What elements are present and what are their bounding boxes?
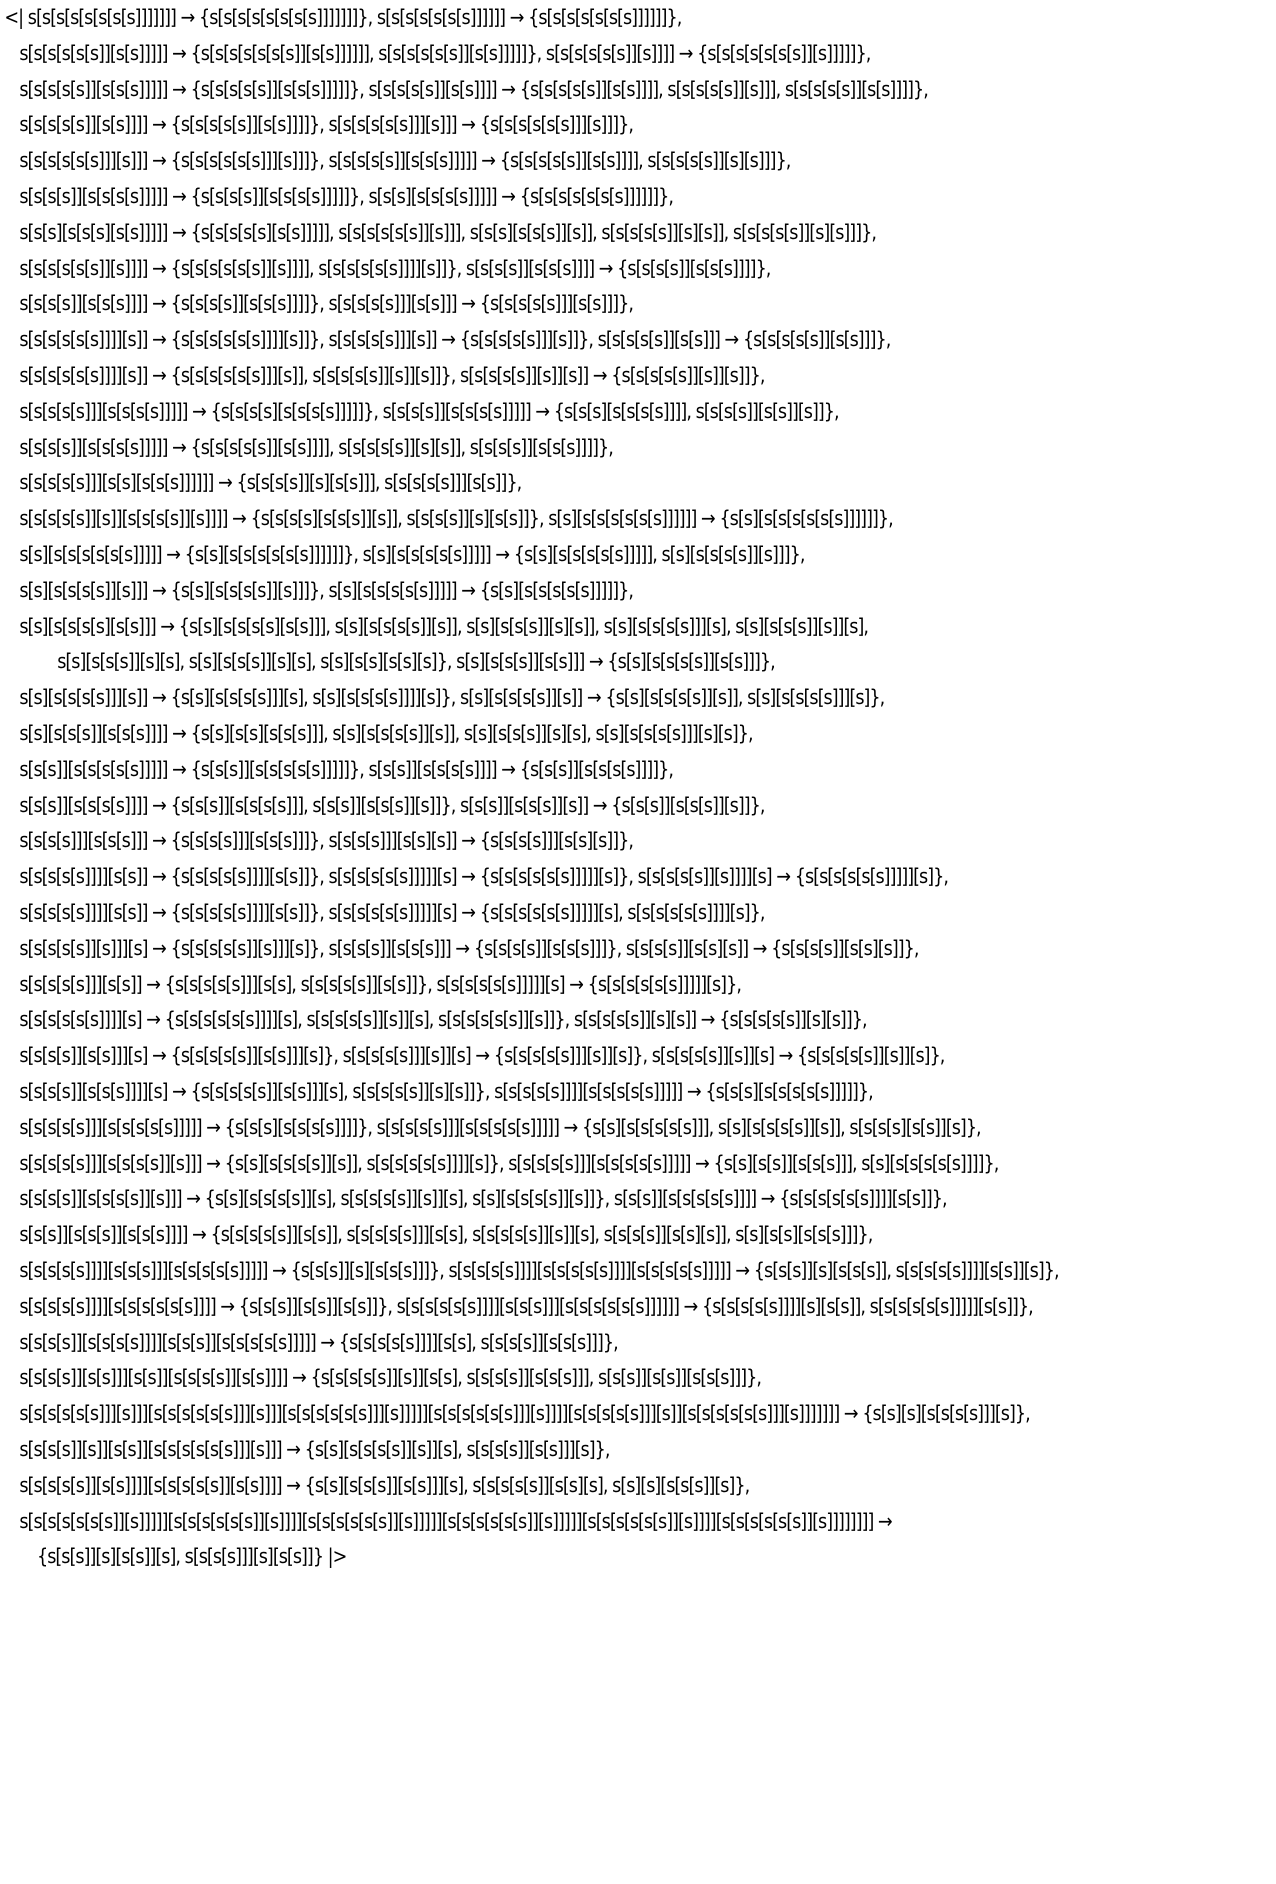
output-line: s[s[s[s]][s[s[s]]]] → {s[s[s[s]][s[s[s]]]]}, s[s[s[s[s]]][s[s]]] → {s[s[s[s[s]]][s[s]]]}, (19, 291, 633, 316)
output-line: s[s[s[s]][s[s]]][s] → {s[s[s[s[s]][s[s]]][s]}, s[s[s[s[s]]][s]][s] → {s[s[s[s[s]]][s]][s]}, s[s[s[s[s]][s]][s] → {s[s[s[s[s]][s]][s]}, (19, 1043, 945, 1068)
output-line: s[s[s[s]][s]][s[s]][s[s[s[s[s[s]]][s]]] → {s[s][s[s[s[s]][s]][s], s[s[s[s]][s[s]]][s]}, (19, 1437, 610, 1461)
output-line: s[s[s[s]][s[s[s[s]]]][s[s[s]][s[s[s[s[s]]]]] → {s[s[s[s[s]]]][s[s], s[s[s[s]][s[s[s]]]}, (19, 1329, 618, 1354)
output-line: s[s][s[s[s[s]]][s]] → {s[s][s[s[s[s]]][s], s[s][s[s[s[s]]]][s]}, s[s][s[s[s[s]][s]] → {s[s][s[s[s[s]][s]], s[s][s[s[s[s]]][s]}, (19, 685, 885, 710)
output-line: s[s][s[s[s]][s[s[s]]]] → {s[s][s[s][s[s[s]]], s[s][s[s[s[s]][s]], s[s][s[s[s]][s][s], s[s][s[s[s[s]]][s][s]}, (19, 721, 753, 745)
output-line: s[s][s[s[s[s][s[s]]] → {s[s][s[s[s[s][s[s]]], s[s][s[s[s[s]][s]], s[s][s[s[s]][s][s]], s[s][s[s[s[s]]][s], s[s][s[s[s]][s]][s], (19, 613, 869, 638)
output-line: s[s][s[s[s[s]][s]]] → {s[s][s[s[s[s]][s]]]}, s[s][s[s[s[s[s]]]]] → {s[s][s[s[s[s[s]]]]]}, (19, 577, 633, 602)
output-line: s[s[s[s[s]]]][s[s]] → {s[s[s[s[s]]]][s[s]]}, s[s[s[s[s[s]]]]][s] → {s[s[s[s[s[s]]]]][s], s[s[s[s[s[s]]]][s]}, (19, 900, 765, 924)
output-line: s[s[s[s[s[s]]][s]]][s[s[s[s[s[s]]][s]]][s[s[s[s[s[s]]][s]]]]][s[s[s[s[s[s]]][s]]]][s[s[s[s[s]]][s]][s[s[s[s[s[s]]][s]]]]]]] → {s[s][s][s[s[s[s]]][s]}, (19, 1401, 1030, 1426)
output-line: s[s[s[s]]][s[s[s]]] → {s[s[s[s]]][s[s[s]]]}, s[s[s[s]]][s[s][s]] → {s[s[s[s]]][s[s][s]]}, (19, 828, 633, 853)
output-line: s[s[s[s[s]][s[s]]]] → {s[s[s[s[s]][s[s]]]]}, s[s[s[s[s[s]]][s]]] → {s[s[s[s[s[s]]][s]]]}, (19, 112, 633, 137)
output-line: s[s[s[s]][s[s[s[s]]]]] → {s[s[s[s[s]][s[s]]]], s[s[s[s[s]][s][s]], s[s[s[s]][s[s[s]]]]}, (19, 434, 613, 459)
output-line: s[s[s[s[s]]][s[s]] → {s[s[s[s[s]]][s[s], s[s[s[s[s]][s[s]]}, s[s[s[s[s[s]]]]][s] → {s[s[s[s[s[s]]]]][s]}, (19, 971, 741, 996)
output-line: s[s[s[s[s]]][s[s][s[s[s]]]]]] → {s[s[s[s]][s][s[s]]], s[s[s[s[s]]][s[s]]}, (19, 470, 522, 495)
output-line: s[s[s[s[s[s]]]][s]] → {s[s[s[s[s[s]]]][s]]}, s[s[s[s[s]]][s]] → {s[s[s[s[s]]][s]]}, s[s[s[s[s]][s[s]]] → {s[s[s[s[s]][s[s]]]}, (19, 327, 891, 352)
output-line: s[s[s[s[s[s]][s[s]]]]] → {s[s[s[s[s[s[s]][s[s]]]]]], s[s[s[s[s[s]][s[s]]]]]}, s[s[s[s[s[s]][s]]]] → {s[s[s[s[s[s[s]][s]]]]]}, (19, 40, 871, 65)
output-line: <| s[s[s[s[s[s[s[s]]]]]]] → {s[s[s[s[s[s[s[s]]]]]]]}, s[s[s[s[s[s[s]]]]]] → {s[s[s[s[s[s[s]]]]]]}, (4, 5, 682, 29)
output-line: s[s[s[s[s[s]]][s]]] → {s[s[s[s[s[s]]][s]]]}, s[s[s[s[s]][s[s[s]]]]] → {s[s[s[s[s]][s[s]]]], s[s[s[s[s]][s][s]]]}, (19, 148, 791, 173)
output-line: s[s[s]][s[s[s[s[s]]]]] → {s[s[s]][s[s[s[s[s]]]]]}, s[s[s]][s[s[s[s]]]] → {s[s[s]][s[s[s[s]]]]}, (19, 756, 673, 781)
output-line: s[s[s[s[s]][s]][s[s[s[s]][s]]]] → {s[s[s[s][s[s[s]][s]], s[s[s[s]][s][s[s]]}, s[s][s[s[s[s[s[s]]]]]] → {s[s][s[s[s[s[s[s]]]]]]}, (19, 506, 893, 531)
output-line: s[s[s[s[s]]]][s[s[s]]][s[s[s[s[s]]]]] → {s[s[s]][s][s[s[s]]]}, s[s[s[s[s]]]][s[s[s[s[s]]]][s[s[s[s[s]]]]] → {s[s[s]][s][s[s[s]], s[s[s[s[s]]]][s[s]][s]}, (19, 1258, 1059, 1282)
output-line: s[s[s[s[s]]][s[s[s[s[s]]]]] → {s[s[s][s[s[s[s]]]]}, s[s[s[s[s]]][s[s[s[s[s]]]]] → {s[s][s[s[s[s[s]]], s[s][s[s[s[s]][s]], s[s[s[s][s[s]][s]}, (19, 1114, 981, 1139)
output-line: s[s[s[s[s[s]]]][s] → {s[s[s[s[s[s]]]][s], s[s[s[s[s]][s]][s], s[s[s[s[s[s]][s]]}, s[s[s[s[s]][s][s]] → {s[s[s[s[s]][s][s]]}, (19, 1007, 867, 1032)
output-line: s[s[s[s[s]]][s[s[s[s]]]]] → {s[s[s[s][s[s[s[s]]]]]}, s[s[s[s]][s[s[s[s]]]]] → {s[s[s][s[s[s[s]]]], s[s[s[s]][s[s]][s]]}, (19, 398, 839, 423)
output-line: s[s[s]][s[s[s[s]]]] → {s[s[s]][s[s[s[s]]], s[s[s]][s[s[s]][s]]}, s[s[s]][s[s[s]][s]] → {s[s[s]][s[s[s]][s]]}, (19, 792, 765, 817)
output-line: {s[s[s]][s][s[s]][s], s[s[s[s]]][s][s[s]]} |> (36, 1544, 347, 1569)
output-line: s[s[s[s[s]][s[s]]]][s[s[s[s[s]][s[s]]]] → {s[s][s[s[s]][s[s]]][s], s[s[s[s[s]][s[s][s], s[s][s][s[s[s]][s]}, (19, 1472, 750, 1497)
output-line: s[s[s[s]][s[s]]][s[s]][s[s[s[s]][s[s]]]] → {s[s[s[s[s]][s]][s[s], s[s[s[s]][s[s[s]]], s[s[s]][s[s]][s[s[s]]]}, (19, 1365, 762, 1390)
output-line: s[s[s[s[s]]]][s[s]] → {s[s[s[s[s]]]][s[s]]}, s[s[s[s[s[s]]]]][s] → {s[s[s[s[s[s]]]]][s]}, s[s[s[s[s]][s]]]][s] → {s[s[s[s[s[s]]]]][s]}, (19, 864, 949, 889)
output-line: s[s][s[s[s[s[s[s]]]]] → {s[s][s[s[s[s[s[s]]]]]]}, s[s][s[s[s[s[s]]]]] → {s[s][s[s[s[s[s]]]]], s[s][s[s[s[s]][s]]]}, (19, 542, 805, 566)
output-line: s[s[s[s]][s[s[s[s]][s]]] → {s[s][s[s[s[s]][s], s[s[s[s[s]][s]][s], s[s][s[s[s[s]][s]]}, s[s[s]][s[s[s[s[s]]]] → {s[s[s[s[s[s]]]][s[s]]}, (19, 1186, 947, 1211)
output-line: s[s[s[s[s]]]][s[s[s[s[s[s]]]] → {s[s[s]][s[s]][s[s]]}, s[s[s[s[s[s]]]][s[s[s]]][s[s[s[s[s[s]]]]]] → {s[s[s[s[s]]]][s][s[s]], s[s[s[s[s[s]]]]][s[s]]}, (19, 1293, 1033, 1318)
output-line: s[s[s[s[s[s[s]][s]]]]][s[s[s[s[s[s]][s]]]][s[s[s[s[s[s]][s]]]]][s[s[s[s[s[s]][s]]]]][s[s[s[s[s[s]][s]]]][s[s[s[s[s[s]][s]]]]]]]] → (19, 1508, 892, 1533)
output-line: s[s[s[s[s]][s[s[s]]]]] → {s[s[s[s[s]][s[s[s]]]]]}, s[s[s[s[s]][s[s]]]] → {s[s[s[s[s]][s[s]]]], s[s[s[s[s]][s]]], s[s[s[s[s]][s[s]]]]}, (19, 76, 928, 101)
output-line: s[s[s[s]][s[s[s[s]]]]] → {s[s[s[s]][s[s[s[s]]]]]}, s[s[s][s[s[s[s]]]]] → {s[s[s[s[s[s[s]]]]]]}, (19, 184, 673, 208)
output-line: s[s[s]][s[s[s]][s[s[s]]]] → {s[s[s[s[s]][s[s]], s[s[s[s[s]]][s[s], s[s[s[s[s]][s]][s], s[s[s[s]][s[s][s]], s[s][s[s][s[s[s]]]}, (19, 1222, 873, 1247)
output-line: s[s[s[s[s[s]][s]]]] → {s[s[s[s[s[s]][s]]]], s[s[s[s[s[s]]]][s]]}, s[s[s[s]][s[s[s]]]] → {s[s[s[s]][s[s[s]]]]}, (19, 255, 771, 280)
output-line: s[s[s[s[s]][s]]][s] → {s[s[s[s[s]][s]]][s]}, s[s[s[s]][s[s[s]]] → {s[s[s[s]][s[s[s]]]}, s[s[s[s]][s[s][s]] → {s[s[s[s]][s[s][s]]}, (19, 935, 919, 960)
output-line: s[s[s[s]][s[s[s]]]][s] → {s[s[s[s[s]][s[s]]][s], s[s[s[s[s]][s][s]]}, s[s[s[s[s]]]][s[s[s[s[s]]]]] → {s[s[s][s[s[s[s[s]]]]]}, (19, 1079, 873, 1103)
output-line: s[s[s[s[s[s]]]][s]] → {s[s[s[s[s[s]]][s]], s[s[s[s[s]][s]][s]]}, s[s[s[s[s]][s]][s]] → {s[s[s[s[s]][s]][s]]}, (19, 363, 765, 387)
output-line: s[s[s][s[s[s][s[s]]]]] → {s[s[s[s[s][s[s]]]]], s[s[s[s[s[s]][s]]], s[s[s][s[s[s]][s]], s[s[s[s[s]][s][s]], s[s[s[s[s]][s][s]]]}, (19, 219, 876, 244)
output-line: s[s][s[s[s]][s][s], s[s][s[s[s]][s][s], s[s][s[s][s[s][s]}, s[s][s[s[s]][s[s]]] → {s[s][s[s[s[s]][s[s]]]}, (57, 649, 775, 674)
output-line: s[s[s[s[s]]][s[s[s[s]][s]]] → {s[s][s[s[s[s]][s]], s[s[s[s[s[s]]]][s]}, s[s[s[s[s]]][s[s[s[s[s]]]]] → {s[s][s[s]][s[s[s]]], s[s][s[s[s[s[s]]]]}, (19, 1150, 999, 1175)
